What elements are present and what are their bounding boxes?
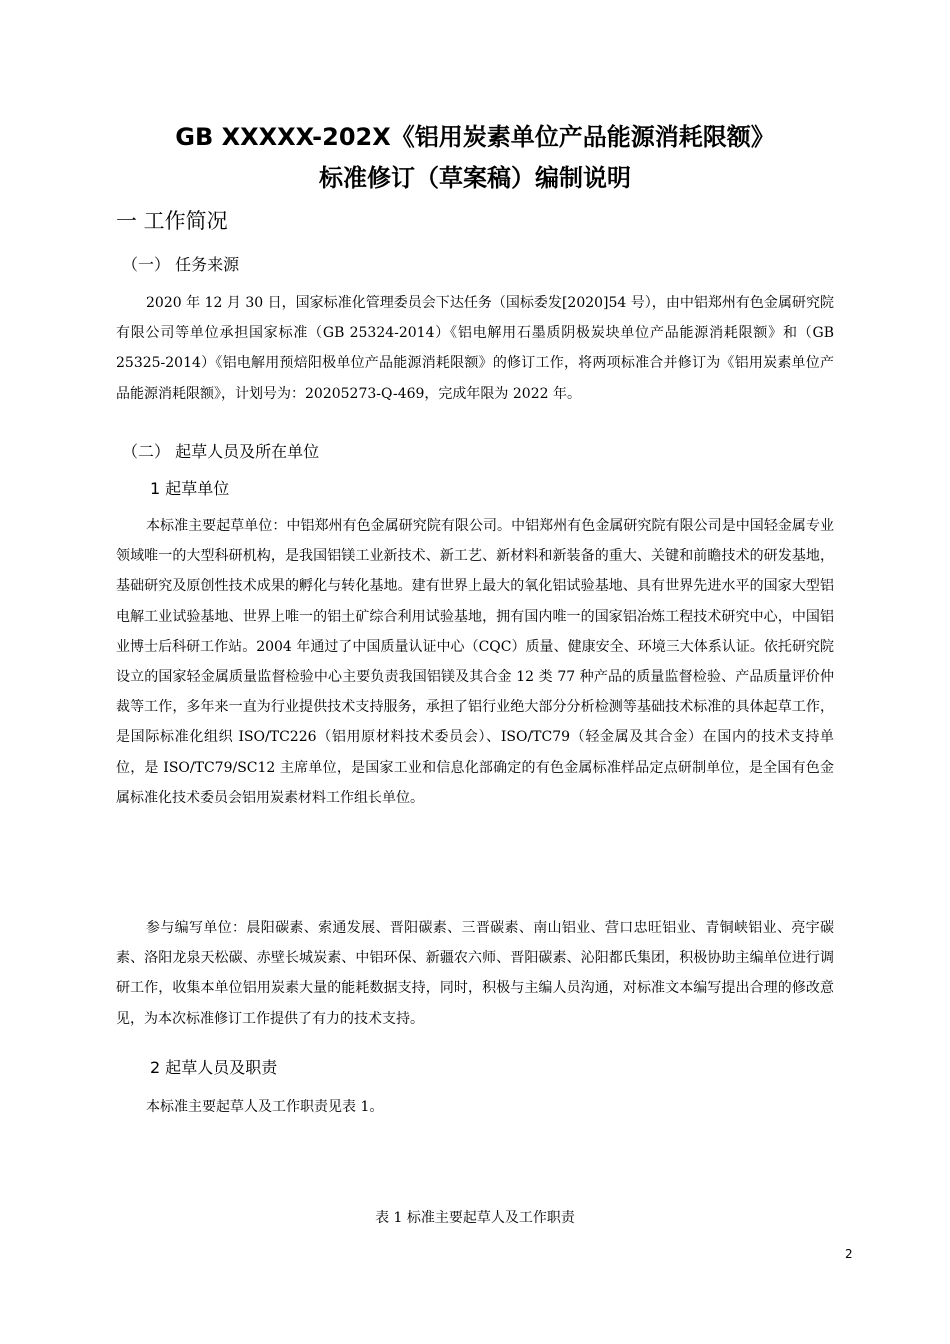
document-title-line-2: 标准修订（草案稿）编制说明 [319,164,631,192]
paragraph-task-source: 2020 年 12 月 30 日，国家标准化管理委员会下达任务（国标委发[2020]54 号），由中铝郑州有色金属研究院有限公司等单位承担国家标准（GB 25324-2014）《铝电解用石墨质阴极炭块单位产品能源消耗限额》和（GB 25325-2014）《铝电解用预焙阳极单位产品能源消耗限额》的修订工作，将两项标准合并修订为《铝用炭素单位产品能源消耗限额》，计划号为：20205273-Q-469，完成年限为 2022 年。 [116,295,834,402]
paragraph-table-reference: 本标准主要起草人及工作职责见表 1。 [146,1099,384,1115]
item-heading-drafters-duties: 2 起草人员及职责 [150,1058,278,1077]
section-heading-work-overview: 一 工作简况 [116,209,228,233]
paragraph-drafting-unit: 本标准主要起草单位：中铝郑州有色金属研究院有限公司。中铝郑州有色金属研究院有限公司是中国轻金属专业领域唯一的大型科研机构，是我国铝镁工业新技术、新工艺、新材料和新装备的重大、关键和前瞻技术的研发基地，基础研究及原创性技术成果的孵化与转化基地。建有世界上最大的氧化铝试验基地、具有世界先进水平的国家大型铝电解工业试验基地、世界上唯一的铝土矿综合利用试验基地，拥有国内唯一的国家铝冶炼工程技术研究中心，中国铝业博士后科研工作站。2004 年通过了中国质量认证中心（CQC）质量、健康安全、环境三大体系认证。依托研究院设立的国家轻金属质量监督检验中心主要负责我国铝镁及其合金 12 类 77 种产品的质量监督检验、产品质量评价仲裁等工作，多年来一直为行业提供技术支持服务，承担了铝行业绝大部分分析检测等基础技术标准的具体起草工作，是国际标准化组织 ISO/TC226（铝用原材料技术委员会）、ISO/TC79（轻金属及其合金）在国内的技术支持单位，是 ISO/TC79/SC12 主席单位，是国家工业和信息化部确定的有色金属标准样品定点研制单位，是全国有色金属标准化技术委员会铝用炭素材料工作组长单位。 [116,518,834,806]
page-number: 2 [845,1247,853,1261]
item-heading-drafting-unit: 1 起草单位 [150,479,230,498]
subsection-heading-task-source: （一） 任务来源 [122,255,240,274]
subsection-heading-drafters: （二） 起草人员及所在单位 [122,442,320,461]
document-title-line-1: GB XXXXX-202X《铝用炭素单位产品能源消耗限额》 [175,123,775,151]
table-caption: 表 1 标准主要起草人及工作职责 [375,1210,575,1226]
paragraph-participating-units: 参与编写单位：晨阳碳素、索通发展、晋阳碳素、三晋碳素、南山铝业、营口忠旺铝业、青铜峡铝业、亮宇碳素、洛阳龙泉天松碳、赤壁长城炭素、中铝环保、新疆农六师、晋阳碳素、沁阳都氏集团，积极协助主编单位进行调研工作，收集本单位铝用炭素大量的能耗数据支持，同时，积极与主编人员沟通，对标准文本编写提出合理的修改意见，为本次标准修订工作提供了有力的技术支持。 [116,920,834,1027]
